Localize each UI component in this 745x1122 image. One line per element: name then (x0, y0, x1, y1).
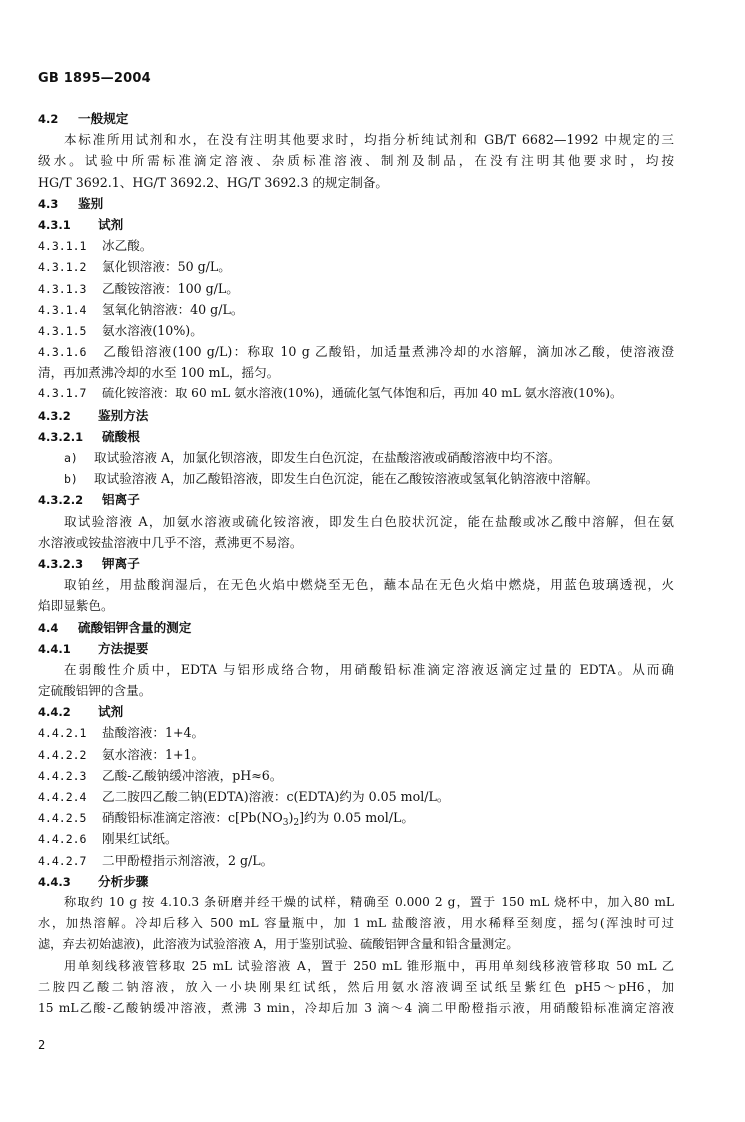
page-number: 2 (38, 1038, 46, 1052)
section-4-3-2-1-heading: 4.3.2.1 硫酸根 (38, 428, 140, 444)
reagent-item: 4.4.2.5 硝酸铅标准滴定溶液：$c[Pb(NO_3)_2]$约为 0.05 mol/L。 (38, 810, 414, 829)
section-4-4-3-heading: 4.4.3 分析步骤 (38, 873, 149, 889)
section-4-4-heading: 4.4 硫酸铝钾含量的测定 (38, 619, 192, 635)
section-4-4-2-heading: 4.4.2 试剂 (38, 704, 124, 720)
paragraph-line: 清，再加煮沸冷却的水至 100 mL，摇匀。 (38, 365, 280, 381)
reagent-item: 4.4.2.1 盐酸溶液：1+4。 (38, 725, 205, 741)
reagent-item: 4.3.1.2 氯化钡溶液：50 g/L。 (38, 259, 231, 275)
paragraph-line: 用单刻线移液管移取 25 mL 试验溶液 A，置于 250 mL 锥形瓶中，再用单刻线移液管移取 50 mL 乙 (64, 958, 674, 973)
paragraph-line: 取铂丝，用盐酸润湿后，在无色火焰中燃烧至无色，蘸本品在无色火焰中燃烧，用蓝色玻璃透视，火 (64, 577, 674, 593)
reagent-item: 4.4.2.7 二甲酚橙指示剂溶液，2 g/L。 (38, 852, 274, 868)
list-item: b) 取试验溶液 A，加乙酸铅溶液，即发生白色沉淀，能在乙酸铵溶液或氢氧化钠溶液中溶解。 (64, 471, 599, 487)
reagent-item: 4.4.2.6 刚果红试纸。 (38, 831, 178, 847)
paragraph-line: 水，加热溶解。冷却后移入 500 mL 容量瓶中，加 1 mL 盐酸溶液，用水稀释至刻度，摇匀(浑浊时可过 (38, 916, 674, 931)
section-4-3-2-3-heading: 4.3.2.3 钾离子 (38, 555, 140, 571)
section-4-3-2-heading: 4.3.2 鉴别方法 (38, 407, 149, 423)
reagent-item: 4.3.1.3 乙酸铵溶液：100 g/L。 (38, 280, 239, 296)
paragraph-line: 级水。试验中所需标准滴定溶液、杂质标准溶液、制剂及制品，在没有注明其他要求时，均按 (38, 153, 674, 169)
section-4-2-heading: 4.2 一般规定 (38, 111, 129, 126)
reagent-item: 4.4.2.3 乙酸-乙酸钠缓冲溶液，pH≈6。 (38, 767, 283, 783)
paragraph-line: 焰即显紫色。 (38, 598, 114, 614)
paragraph-line: 定硫酸铝钾的含量。 (38, 683, 152, 699)
paragraph-line: 在弱酸性介质中，EDTA 与铝形成络合物，用硝酸铅标准滴定溶液返滴定过量的 EDTA。从而确 (64, 661, 674, 677)
paragraph-line: 称取约 10 g 按 4.10.3 条研磨并经干燥的试样，精确至 0.000 2 g，置于 150 mL 烧杯中，加入80 mL (64, 894, 674, 909)
reagent-item: 4.3.1.6 乙酸铅溶液(100 g/L)：称取 10 g 乙酸铅，加适量煮沸冷却的水溶解，滴加冰乙酸，使溶液澄 (38, 344, 674, 360)
section-4-3-heading: 4.3 鉴别 (38, 195, 104, 211)
document-body (38, 108, 674, 1019)
paragraph-line: 本标准所用试剂和水，在没有注明其他要求时，均指分析纯试剂和 GB/T 6682—1992 中规定的三 (64, 132, 674, 148)
paragraph-line: 二胺四乙酸二钠溶液，放入一小块刚果红试纸，然后用氨水溶液调至试纸呈紫红色 pH5～pH6，加 (38, 979, 674, 994)
reagent-item: 4.3.1.7 硫化铵溶液：取 60 mL 氨水溶液(10%)，通硫化氢气体饱和后，再加 40 mL 氨水溶液(10%)。 (38, 386, 623, 401)
section-4-3-2-2-heading: 4.3.2.2 铝离子 (38, 492, 140, 508)
reagent-item: 4.4.2.4 乙二胺四乙酸二钠(EDTA)溶液：c(EDTA)约为 0.05 mol/L。 (38, 789, 450, 804)
section-4-3-1-heading: 4.3.1 试剂 (38, 216, 124, 232)
paragraph-line: 滤，弃去初始滤液)，此溶液为试验溶液 A，用于鉴别试验、硫酸铝钾含量和铅含量测定。 (38, 937, 519, 952)
paragraph-line: 15 mL乙酸-乙酸钠缓冲溶液，煮沸 3 min，冷却后加 3 滴～4 滴二甲酚橙指示液，用硝酸铅标准滴定溶液 (38, 1000, 674, 1015)
section-4-4-1-heading: 4.4.1 方法提要 (38, 640, 149, 656)
reagent-item: 4.3.1.1 冰乙酸。 (38, 238, 153, 254)
paragraph-line: 取试验溶液 A，加氨水溶液或硫化铵溶液，即发生白色胶状沉淀，能在盐酸或冰乙酸中溶解，但在氨 (64, 513, 674, 529)
reagent-item: 4.3.1.4 氢氧化钠溶液：40 g/L。 (38, 301, 244, 317)
list-item: a) 取试验溶液 A，加氯化钡溶液，即发生白色沉淀，在盐酸溶液或硝酸溶液中均不溶。 (64, 450, 561, 465)
reagent-item: 4.4.2.2 氨水溶液：1+1。 (38, 746, 205, 762)
reagent-item: 4.3.1.5 氨水溶液(10%)。 (38, 322, 203, 338)
paragraph-line: 水溶液或铵盐溶液中几乎不溶，煮沸更不易溶。 (38, 534, 303, 550)
standard-header: GB 1895—2004 (38, 71, 151, 86)
paragraph-line: HG/T 3692.1、HG/T 3692.2、HG/T 3692.3 的规定制备。 (38, 174, 389, 190)
